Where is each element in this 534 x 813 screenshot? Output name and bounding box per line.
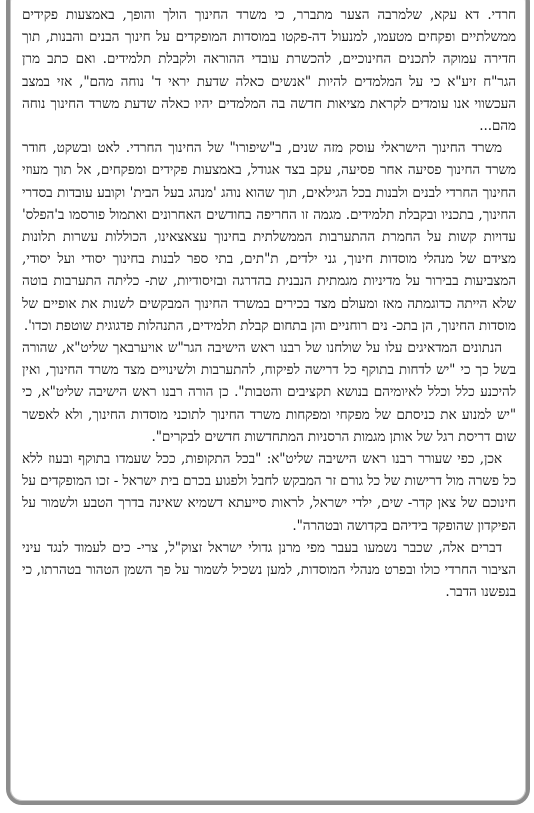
paragraph: הנתונים המדאיגים עלו על שולחנו של רבנו ראש הישיבה הגר"ש אויערבאך שליט"א, שהורה בשל כך כי "יש לדחות בתוקף כל דרישה לפיקוח, להתערבות ולשינויים מצד משרד החינוך, ואין להיכנע כלל וכלל לאיומיהם בנושא תקציבים והטבות". כן הורה רבנו ראש הישיבה שליט"א, כי "יש למנוע את כניסתם של מפקחי ומפקחות משרד החינוך לתוכני מוסדות החינוך, ולא לאפשר שום דריסת רגל של אותן מגמות הרסניות המתחדשות חדשים לבקרים". <box>22 340 516 445</box>
paragraph: אכן, כפי שעורר רבנו ראש הישיבה שליט"א: "בכל התקופות, ככל שעמדו בתוקף ובעוז ללא כל פשרה מול דרישות של כל גורם זר המבקש לחבל ולפגוע בכרם בית ישראל - זכו המופקדים על חינוכם של צאן קדר- שים, ילדי ישראל, לראות סייעתא דשמיא שאינה בדרך הטבע ולשמור על הפיקדון שהופקד בידיהם בקדושה ובטהרה". <box>22 451 516 534</box>
paragraph: חרדי. דא עקא, שלמרבה הצער מתברר, כי משרד החינוך הולך והופך, באמצעות פקידים ממשלתיים ופקחים מטעמו, למנעול דה-פקטו במוסדות המופקדים על חינוך הבנים והבנות, תוך חדירה עמוקה לתכנים החינוכיים, להכשרת עובדי ההוראה ולקבלת תלמידים. ואם כתב מרן הגר"ח זיע"א כי על המלמדים להיות "אנשים כאלה שדעת יראי ד' נוחה מהם", אזי במצב העכשווי אנו עומדים לקראת מציאות חדשה בה המלמדים יהיו כאלה שדעת משרד החינוך נוחה מהם... <box>22 7 516 135</box>
article-body <box>22 4 516 603</box>
paragraph: משרד החינוך הישראלי עוסק מזה שנים, ב"שיפורו" של החינוך החרדי. לאט ובשקט, חודר משרד החינוך פסיעה אחר פסיעה, עקב בצד אגודל, באמצעות פקידים ומפקחים, אל תוך מעוזי החינוך החרדי לבנים ולבנות בכל הגילאים, תוך שהוא נוהג 'מנהג בעל הבית' וקובע עובדות בסדרי החינוך, בתכניו ובקבלת תלמידים. מגמה זו החריפה בחודשים האחרונים ואתמול פורסמו ב'הפלס' עדויות קשות על החמרת ההתערבות הממשלתית בחינוך עצאצאינו, הכוללות עשרות תלונות מצידם של מנהלי מוסדות חינוך, גני ילדים, ת"תים, בתי ספר לבנות בחינוך יסודי ועל יסודי, המצביעות בבירור על מדיניות מגמתית הנבנית בהדרגה ובזיסודיות, שת- כליתה התערבות בוטה שלא הייתה כדוגמתה מאז ומעולם מצד בכירים במשרד החינוך המבקשים לשנות את אופיים של מוסדות החינוך, הן בתכ- נים רוחניים והן בתחום קבלת תלמידים, התנהלות פדגוגית שוטפת וכדו'. <box>22 140 516 334</box>
paragraph: דברים אלה, שכבר נשמעו בעבר מפי מרנן גדולי ישראל זצוק"ל, צרי- כים לעמוד לנגד עיני הציבור החרדי כולו ובפרט מנהלי המוסדות, למען נשכיל לשמור על פך השמן הטהור בטהרתו, כי בנפשנו הדבר. <box>22 539 516 601</box>
